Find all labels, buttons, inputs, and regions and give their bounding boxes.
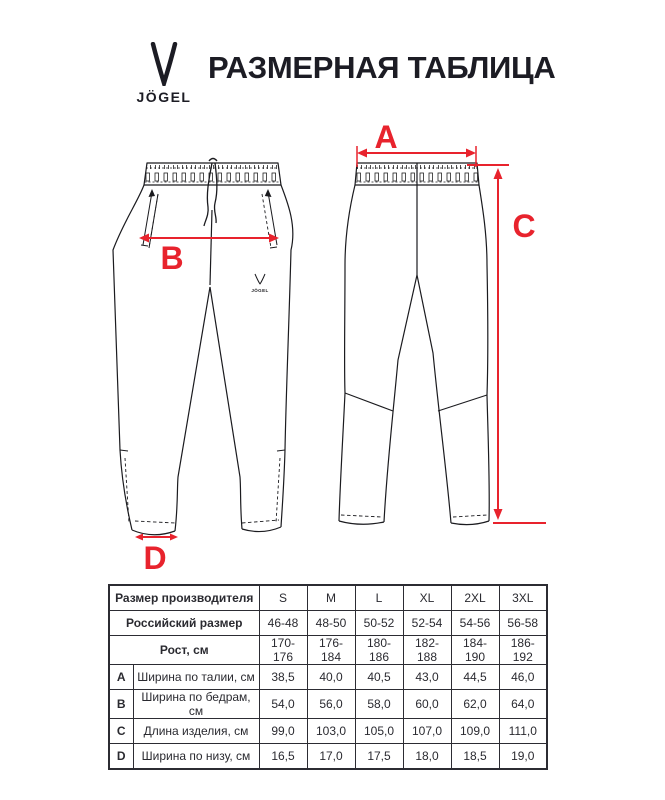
size-value-cell: 17,0 [307,744,355,770]
size-value-cell: 184-190 [451,636,499,665]
pocket-arrow-icon [149,189,156,197]
row-label: Рост, см [109,636,259,665]
measure-key: C [109,719,133,744]
mini-brand-name: JÖGEL [251,288,269,293]
size-value-cell: 43,0 [403,665,451,690]
size-value-cell: 16,5 [259,744,307,770]
size-value-cell: 38,5 [259,665,307,690]
size-value-cell: 3XL [499,585,547,611]
size-value-cell: S [259,585,307,611]
hips-width-label: B [160,240,184,276]
size-value-cell: 44,5 [451,665,499,690]
table-row-length [109,719,547,744]
size-value-cell: 54-56 [451,611,499,636]
table-row-waist-width [109,665,547,690]
size-value-cell: 54,0 [259,690,307,719]
size-value-cell: 50-52 [355,611,403,636]
size-value-cell: 18,5 [451,744,499,770]
measure-name: Ширина по талии, см [133,665,259,690]
bottom-width-label: D [143,540,167,576]
measure-name: Длина изделия, см [133,719,259,744]
measure-key: A [109,665,133,690]
size-value-cell: 56,0 [307,690,355,719]
size-value-cell: 40,0 [307,665,355,690]
size-value-cell: 46,0 [499,665,547,690]
size-value-cell: 46-48 [259,611,307,636]
table-row-manufacturer-size [109,585,547,611]
size-value-cell: 182-188 [403,636,451,665]
jogel-v-icon [255,274,265,284]
size-value-cell: 111,0 [499,719,547,744]
size-value-cell: 18,0 [403,744,451,770]
size-value-cell: L [355,585,403,611]
jogel-v-icon [147,42,181,86]
size-value-cell: 56-58 [499,611,547,636]
measure-key: D [109,744,133,770]
size-table [108,584,548,770]
size-value-cell: 176-184 [307,636,355,665]
size-value-cell: 60,0 [403,690,451,719]
size-value-cell: 62,0 [451,690,499,719]
table-row-hip-width [109,690,547,719]
table-row-bottom-width [109,744,547,770]
size-value-cell: 105,0 [355,719,403,744]
brand-logo [126,42,202,105]
size-value-cell: 19,0 [499,744,547,770]
size-value-cell: 170-176 [259,636,307,665]
brand-name: JÖGEL [136,89,192,105]
size-value-cell: M [307,585,355,611]
table-row-russian-size [109,611,547,636]
measure-name: Ширина по бедрам, см [133,690,259,719]
size-value-cell: 180-186 [355,636,403,665]
size-value-cell: 64,0 [499,690,547,719]
size-value-cell: 109,0 [451,719,499,744]
size-value-cell: 40,5 [355,665,403,690]
size-value-cell: 2XL [451,585,499,611]
size-value-cell: 99,0 [259,719,307,744]
pants-back-outline [339,163,489,525]
size-value-cell: 103,0 [307,719,355,744]
row-label: Российский размер [109,611,259,636]
table-row-height [109,636,547,665]
pants-front-outline [113,159,293,535]
pants-front-diagram [105,155,305,580]
pants-back-diagram [335,115,560,535]
row-label: Размер производителя [109,585,259,611]
size-value-cell: 48-50 [307,611,355,636]
waist-width-label: A [374,119,398,155]
size-value-cell: 58,0 [355,690,403,719]
size-value-cell: 107,0 [403,719,451,744]
measure-name: Ширина по низу, см [133,744,259,770]
pocket-arrow-icon [265,189,272,197]
measure-key: B [109,690,133,719]
size-value-cell: XL [403,585,451,611]
size-value-cell: 17,5 [355,744,403,770]
length-label: C [512,208,536,244]
page-title: РАЗМЕРНАЯ ТАБЛИЦА [208,50,556,85]
size-value-cell: 186-192 [499,636,547,665]
size-value-cell: 52-54 [403,611,451,636]
